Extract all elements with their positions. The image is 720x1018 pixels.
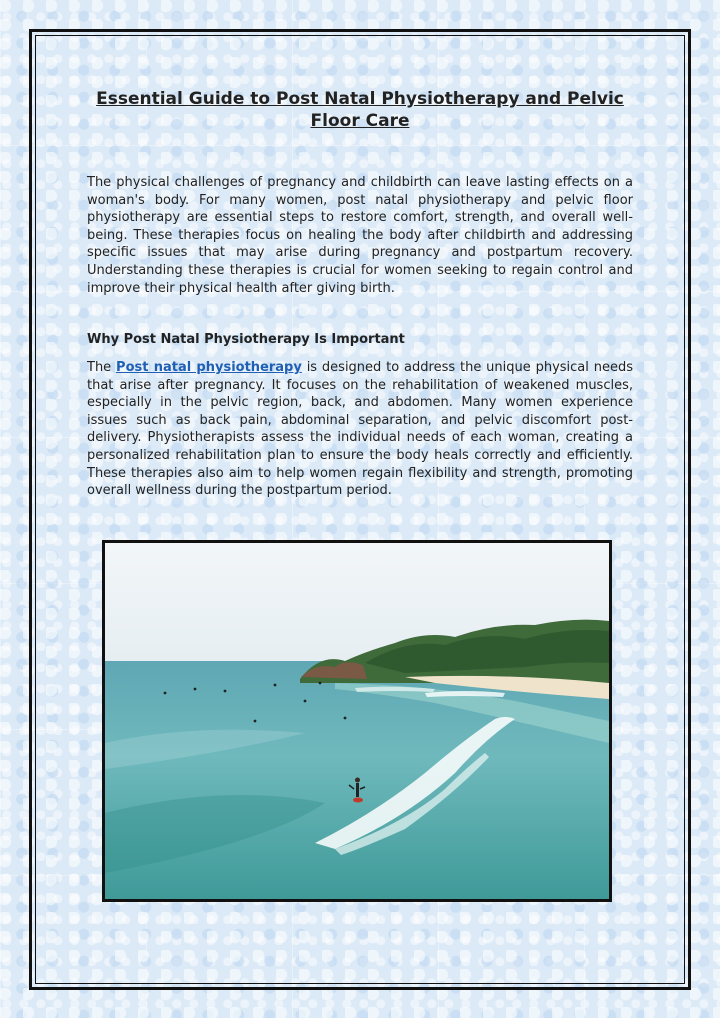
section-lead-text: The (87, 360, 112, 375)
post-natal-physiotherapy-link[interactable]: Post natal physiotherapy (116, 360, 302, 375)
beach-surfing-photo (102, 540, 612, 902)
intro-paragraph: The physical challenges of pregnancy and childbirth can leave lasting effects on a woman's body. For many women, post natal physiotherapy and pelvic floor physiotherapy are essential steps to restore comfort, strength, and overall well-being. These therapies focus on healing the body after childbirth and addressing specific issues that may arise during pregnancy and postpartum recovery. Understanding these therapies is crucial for women seeking to regain control and improve their physical health after giving birth. (87, 175, 633, 296)
section-heading: Why Post Natal Physiotherapy Is Important (87, 332, 405, 347)
section-paragraph (87, 359, 633, 500)
section-body-text: is designed to address the unique physical needs that arise after pregnancy. It focuses on the rehabilitation of weakened muscles, especially in the pelvic region, back, and abdomen. Many women experience issues such as back pain, abdominal separation, and pelvic discomfort post-delivery. Physiotherapists assess the individual needs of each woman, creating a personalized rehabilitation plan to ensure the body heals correctly and efficiently. These therapies also aim to help women regain flexibility and strength, promoting overall wellness during the postpartum period. (87, 360, 633, 499)
document-title: Essential Guide to Post Natal Physiotherapy and Pelvic Floor Care (96, 89, 624, 131)
